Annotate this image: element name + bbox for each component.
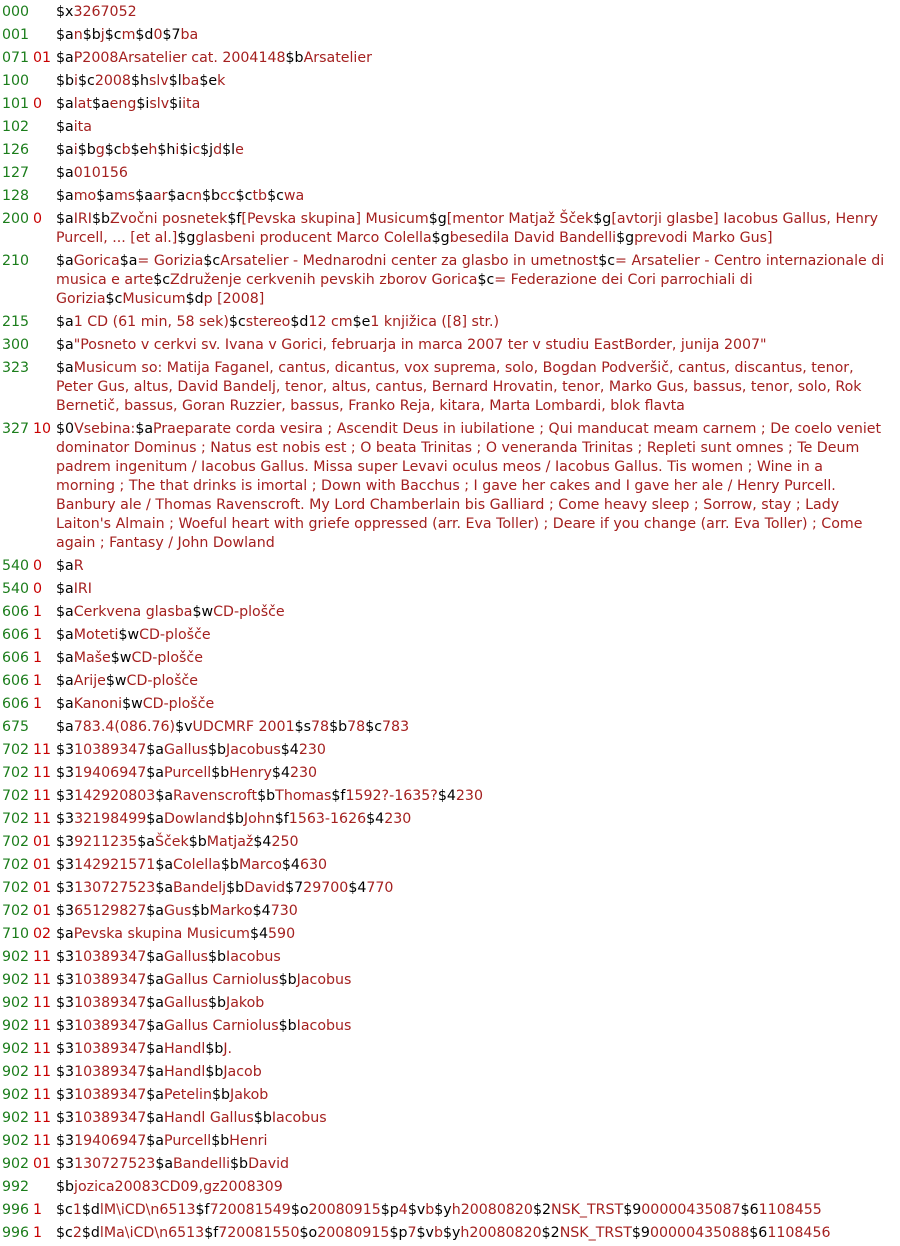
field-data: $319406947$aPurcell$bHenry$4230 (56, 765, 318, 781)
field-tag: 902 (2, 995, 30, 1011)
field-indicators: 02 (33, 926, 52, 942)
field-data: $alat$aeng$islv$iita (56, 96, 201, 112)
field-row (0, 1109, 900, 1128)
field-indicators: 11 (33, 995, 52, 1011)
field-data: $3130727523$aBandelli$bDavid (56, 1156, 290, 1172)
field-data: $aR (56, 558, 84, 574)
field-data: $aMaše$wCD-plošče (56, 650, 203, 666)
field-indicators: 1 (33, 627, 43, 643)
field-row (0, 210, 900, 248)
field-data: $3130727523$aBandelj$bDavid$729700$4770 (56, 880, 394, 896)
field-data: $310389347$aGallus$bJakob (56, 995, 265, 1011)
field-row (0, 787, 900, 806)
field-tag: 702 (2, 742, 30, 758)
field-data: $aIRI$bZvočni posnetek$f[Pevska skupina] Musicum$g[mentor Matjaž Šček$g[avtorji glasbe] Iacobus Gallus, Henry Purcell, ... [et al.]$gglasbeni producent Marco Colella$gbesedila David Bandelli$gprevodi Marko Gus] (56, 211, 879, 246)
field-row (0, 741, 900, 760)
field-indicators: 11 (33, 1018, 52, 1034)
field-indicators: 1 (33, 650, 43, 666)
field-tag: 902 (2, 1156, 30, 1172)
field-indicators: 11 (33, 1041, 52, 1057)
field-data: $0Vsebina:$aPraeparate corda vesira ; Ascendit Deus in iubilatione ; Qui manducat meam carnem ; De coelo veniet dominator Dominus ; Natus est nobis est ; O beata Trinitas ; O veneranda Trinitas ; Repleti sunt omnes ; Te Deum padrem ingenitum / Iacobus Gallus. Missa super Levavi oculus meos / Iacobus Gallus. Tis women ; Wine in a morning ; The that drinks is imortal ; Down with Bacchus ; I gave her cakes and I gave her ale / Henry Purcell. Banbury ale / Thomas Ravenscroft. My Lord Chamberlain bis Galliard ; Come heavy sleep ; Sorrow, stay ; Lady Laiton's Almain ; Woeful heart with griefe oppressed (arr. Eva Toller) ; Deare if you change (arr. Eva Toller) ; Come again ; Fantasy / John Dowland (56, 421, 882, 551)
field-indicators: 01 (33, 834, 52, 850)
field-data: $310389347$aHandl$bJ. (56, 1041, 233, 1057)
field-tag: 606 (2, 604, 30, 620)
field-data: $39211235$aŠček$bMatjaž$4250 (56, 834, 299, 850)
field-data: $amo$ams$aar$acn$bcc$ctb$cwa (56, 188, 305, 204)
field-row (0, 313, 900, 332)
field-data: $aIRI (56, 581, 92, 597)
field-tag: 902 (2, 1133, 30, 1149)
field-row (0, 1155, 900, 1174)
field-indicators: 01 (33, 903, 52, 919)
field-indicators: 11 (33, 765, 52, 781)
field-data: $310389347$aGallus$bIacobus (56, 949, 281, 965)
field-tag: 127 (2, 165, 30, 181)
field-tag: 606 (2, 673, 30, 689)
field-row (0, 1224, 900, 1243)
field-indicators: 11 (33, 742, 52, 758)
field-tag: 902 (2, 949, 30, 965)
field-tag: 323 (2, 360, 30, 376)
field-indicators: 11 (33, 811, 52, 827)
field-tag: 675 (2, 719, 30, 735)
field-tag: 100 (2, 73, 30, 89)
field-data: $365129827$aGus$bMarko$4730 (56, 903, 298, 919)
field-indicators: 01 (33, 50, 52, 66)
field-row (0, 187, 900, 206)
field-data: $aGorica$a= Gorizia$cArsatelier - Mednarodni center za glasbo in umetnost$c= Arsatelier - Centro internazionale di musica e arte$cZdruženje cerkvenih pevskih zborov Gorica$c= Federazione dei Cori parrochiali di Gorizia$cMusicum$dp [2008] (56, 253, 885, 307)
field-data: $c2$dlMa\iCD\n6513$f720081550$o20080915$p7$vb$yh20080820$2NSK_TRST$900000435088$61108456 (56, 1225, 831, 1241)
field-row (0, 695, 900, 714)
field-data: $3142920803$aRavenscroft$bThomas$f1592?-1635?$4230 (56, 788, 483, 804)
field-row (0, 1201, 900, 1220)
field-data: $ai$bg$cb$eh$hi$ic$jd$le (56, 142, 244, 158)
field-row (0, 141, 900, 160)
field-row (0, 118, 900, 137)
field-tag: 606 (2, 650, 30, 666)
field-data: $310389347$aGallus$bJacobus$4230 (56, 742, 326, 758)
field-tag: 902 (2, 1041, 30, 1057)
field-indicators: 1 (33, 696, 43, 712)
field-indicators: 1 (33, 604, 43, 620)
field-data: $310389347$aHandl$bJacob (56, 1064, 262, 1080)
field-data: $a783.4(086.76)$vUDCMRF 2001$s78$b78$c783 (56, 719, 410, 735)
field-tag: 902 (2, 1064, 30, 1080)
field-row (0, 164, 900, 183)
field-row (0, 336, 900, 355)
field-tag: 126 (2, 142, 30, 158)
field-indicators: 11 (33, 1133, 52, 1149)
field-data: $310389347$aGallus Carniolus$bIacobus (56, 1018, 352, 1034)
field-indicators: 1 (33, 673, 43, 689)
field-tag: 702 (2, 857, 30, 873)
field-row (0, 1063, 900, 1082)
field-row (0, 26, 900, 45)
field-tag: 300 (2, 337, 30, 353)
field-row (0, 833, 900, 852)
field-data: $an$bj$cm$d0$7ba (56, 27, 199, 43)
field-row (0, 252, 900, 309)
field-row (0, 1132, 900, 1151)
field-data: $aMusicum so: Matija Faganel, cantus, dicantus, vox suprema, solo, Bogdan Podveršič, cantus, discantus, tenor, Peter Gus, altus, David Bandelj, tenor, altus, cantus, Bernard Hrovatin, tenor, Marko Gus, bassus, tenor, solo, Rok Bernetič, bassus, Goran Ruzzier, bassus, Franko Reja, kitara, Marta Lombardi, blok flavta (56, 360, 862, 414)
field-row (0, 3, 900, 22)
field-indicators: 1 (33, 1225, 43, 1241)
field-data: $bi$c2008$hslv$lba$ek (56, 73, 226, 89)
field-data: $aMoteti$wCD-plošče (56, 627, 211, 643)
field-data: $aita (56, 119, 92, 135)
field-tag: 000 (2, 4, 30, 20)
field-row (0, 971, 900, 990)
field-row (0, 764, 900, 783)
field-indicators: 1 (33, 1202, 43, 1218)
field-row (0, 580, 900, 599)
field-row (0, 994, 900, 1013)
field-row (0, 49, 900, 68)
field-tag: 702 (2, 880, 30, 896)
field-tag: 710 (2, 926, 30, 942)
field-tag: 702 (2, 811, 30, 827)
field-row (0, 420, 900, 553)
field-data: $bjozica20083CD09,gz2008309 (56, 1179, 283, 1195)
field-tag: 996 (2, 1202, 30, 1218)
field-tag: 102 (2, 119, 30, 135)
field-indicators: 0 (33, 96, 43, 112)
field-tag: 128 (2, 188, 30, 204)
field-data: $310389347$aHandl Gallus$bIacobus (56, 1110, 327, 1126)
field-indicators: 01 (33, 880, 52, 896)
field-row (0, 359, 900, 416)
field-tag: 702 (2, 788, 30, 804)
field-tag: 902 (2, 1087, 30, 1103)
field-tag: 606 (2, 696, 30, 712)
field-tag: 540 (2, 558, 30, 574)
field-row (0, 856, 900, 875)
field-row (0, 72, 900, 91)
field-row (0, 649, 900, 668)
field-row (0, 95, 900, 114)
field-indicators: 11 (33, 788, 52, 804)
field-tag: 327 (2, 421, 30, 437)
field-row (0, 1040, 900, 1059)
field-tag: 902 (2, 1018, 30, 1034)
field-data: $aP2008Arsatelier cat. 2004148$bArsatelier (56, 50, 372, 66)
field-tag: 996 (2, 1225, 30, 1241)
field-data: $aArije$wCD-plošče (56, 673, 199, 689)
field-tag: 702 (2, 765, 30, 781)
field-tag: 210 (2, 253, 30, 269)
field-indicators: 11 (33, 972, 52, 988)
field-tag: 001 (2, 27, 30, 43)
field-indicators: 01 (33, 857, 52, 873)
field-tag: 101 (2, 96, 30, 112)
field-indicators: 11 (33, 1087, 52, 1103)
field-indicators: 10 (33, 421, 52, 437)
field-row (0, 948, 900, 967)
field-indicators: 01 (33, 1156, 52, 1172)
field-row (0, 810, 900, 829)
field-tag: 702 (2, 903, 30, 919)
field-row (0, 626, 900, 645)
field-data: $a1 CD (61 min, 58 sek)$cstereo$d12 cm$e1 knjižica ([8] str.) (56, 314, 500, 330)
field-data: $3142921571$aColella$bMarco$4630 (56, 857, 328, 873)
field-data: $a010156 (56, 165, 128, 181)
field-tag: 215 (2, 314, 30, 330)
field-tag: 992 (2, 1179, 30, 1195)
field-row (0, 1178, 900, 1197)
field-data: $a"Posneto v cerkvi sv. Ivana v Gorici, februarja in marca 2007 ter v studiu EastBorder, junija 2007" (56, 337, 767, 353)
field-tag: 071 (2, 50, 30, 66)
field-indicators: 0 (33, 581, 43, 597)
field-row (0, 672, 900, 691)
field-indicators: 0 (33, 211, 43, 227)
field-row (0, 718, 900, 737)
field-data: $310389347$aPetelin$bJakob (56, 1087, 269, 1103)
field-tag: 902 (2, 1110, 30, 1126)
field-row (0, 1017, 900, 1036)
field-indicators: 11 (33, 1064, 52, 1080)
field-data: $aPevska skupina Musicum$4590 (56, 926, 296, 942)
field-tag: 902 (2, 972, 30, 988)
field-indicators: 0 (33, 558, 43, 574)
field-indicators: 11 (33, 949, 52, 965)
field-row (0, 879, 900, 898)
field-data: $310389347$aGallus Carniolus$bJacobus (56, 972, 352, 988)
field-data: $332198499$aDowland$bJohn$f1563-1626$4230 (56, 811, 412, 827)
field-data: $x3267052 (56, 4, 137, 20)
field-data: $319406947$aPurcell$bHenri (56, 1133, 268, 1149)
field-row (0, 557, 900, 576)
field-row (0, 925, 900, 944)
field-tag: 702 (2, 834, 30, 850)
field-row (0, 902, 900, 921)
field-tag: 606 (2, 627, 30, 643)
field-data: $c1$dlM\iCD\n6513$f720081549$o20080915$p4$vb$yh20080820$2NSK_TRST$900000435087$61108455 (56, 1202, 822, 1218)
field-indicators: 11 (33, 1110, 52, 1126)
field-data: $aKanoni$wCD-plošče (56, 696, 215, 712)
field-data: $aCerkvena glasba$wCD-plošče (56, 604, 285, 620)
field-tag: 200 (2, 211, 30, 227)
field-row (0, 1086, 900, 1105)
field-tag: 540 (2, 581, 30, 597)
field-row (0, 603, 900, 622)
